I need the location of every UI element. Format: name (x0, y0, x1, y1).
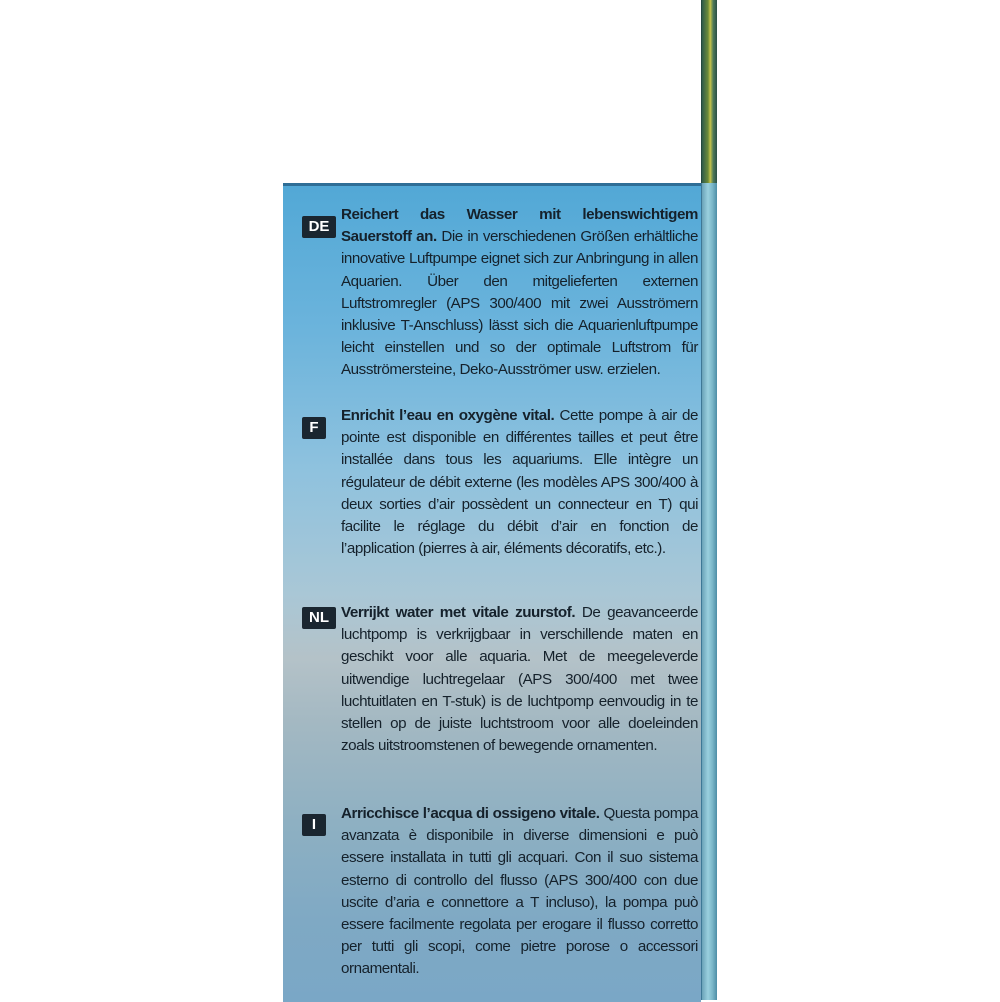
description-de (341, 204, 698, 382)
section-nl (303, 602, 698, 757)
heading-de: Reichert das Wasser mit lebenswichtigem Sauerstoff an. (341, 206, 698, 246)
section-i (303, 803, 698, 981)
section-de (303, 204, 698, 382)
description-nl (341, 602, 698, 757)
heading-i: Arricchisce l’acqua di ossigeno vitale. (341, 805, 600, 822)
description-f (341, 405, 698, 560)
package-hang-tab (701, 0, 717, 193)
heading-f: Enrichit l’eau en oxygène vital. (341, 407, 555, 424)
package-side-edge (701, 183, 717, 1000)
language-badge-de: DE (302, 216, 336, 238)
section-f (303, 405, 698, 560)
language-badge-nl: NL (302, 607, 336, 629)
language-badge-i: I (302, 814, 326, 836)
package-top-edge (283, 183, 701, 186)
body-f: Cette pompe à air de pointe est disponible en différentes tailles et peut être installée dans tous les aquariums. Elle intègre un régulateur de débit externe (les modèles APS 300/400 à deux sorties d’air possèdent un connecteur en T) qui facilite le réglage du débit d’air en fonction de l’application (pierres à air, éléments décoratifs, etc.). (341, 407, 699, 558)
body-de: Die in verschiedenen Größen erhältliche innovative Luftpumpe eignet sich zur Anbringung in allen Aquarien. Über den mitgelieferten externen Luftstromregler (APS 300/400 mit zwei Ausströmern inklusive T-Anschluss) lässt sich die Aquarienluftpumpe leicht einstellen und so der optimale Luftstrom für Ausströmersteine, Deko-Ausströmer usw. erzielen. (341, 228, 698, 379)
body-nl: De geavanceerde luchtpomp is verkrijgbaar in verschillende maten en geschikt voor alle aquaria. Met de meegeleverde uitwendige luchtregelaar (APS 300/400 met twee luchtuitlaten en T-stuk) is de luchtpomp eenvoudig in te stellen op de juiste luchtstroom voor alle doeleinden zoals uitstroomstenen of bewegende ornamenten. (341, 604, 698, 755)
body-i: Questa pompa avanzata è disponibile in diverse dimensioni e può essere installata in tutti gli acquari. Con il suo sistema esterno di controllo del flusso (APS 300/400 con due uscite d’aria e connettore a T incluso), la pompa può essere facilmente regolata per erogare il flusso corretto per tutti gli scopi, come pietre porose o accessori ornamentali. (341, 805, 698, 978)
language-badge-f: F (302, 417, 326, 439)
description-i (341, 803, 698, 981)
heading-nl: Verrijkt water met vitale zuurstof. (341, 604, 576, 621)
